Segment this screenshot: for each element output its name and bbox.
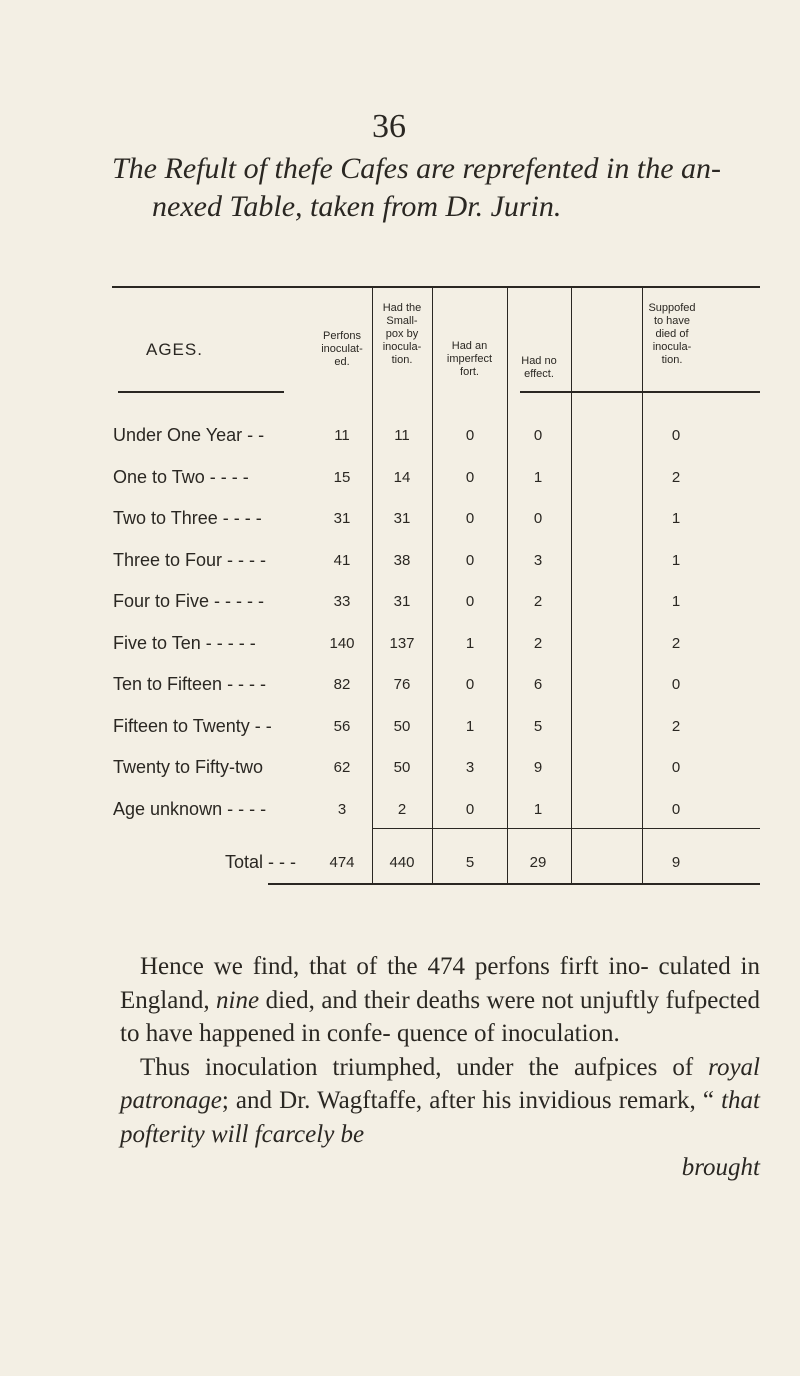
table-bottom-rule [268, 883, 760, 885]
table-cell: 2 [671, 717, 681, 735]
caption-line-2: nexed Table, taken from Dr. Jurin. [152, 190, 562, 223]
table-cell: 0 [465, 510, 475, 527]
total-cell: 9 [671, 854, 681, 871]
table-cell: 15 [333, 468, 351, 486]
total-cell: 29 [529, 854, 547, 871]
table-cell: 1 [533, 800, 543, 818]
total-cell: 440 [389, 854, 415, 871]
table-cell: 0 [671, 676, 681, 693]
header-had-smallpox: Had the Small- pox by inocula- tion. [382, 302, 422, 366]
total-cell: 474 [329, 854, 355, 871]
table-cell: 140 [329, 634, 355, 652]
table-cell: 1 [465, 634, 475, 652]
catchword: brought [681, 1154, 760, 1181]
ages-underline [118, 391, 284, 393]
row-label: Five to Ten - - - - - [113, 632, 256, 653]
table-cell: 0 [465, 427, 475, 444]
table-cell: 41 [333, 551, 351, 569]
total-rule [372, 828, 760, 829]
table-cell: 38 [393, 551, 411, 569]
table-cell: 6 [533, 676, 543, 693]
table-cell: 31 [393, 593, 411, 610]
row-label: Fifteen to Twenty - - [113, 715, 272, 736]
table-cell: 62 [333, 759, 351, 776]
header-underline [520, 391, 760, 393]
paragraph: Thus inoculation triumphed, under the aufpices of royal patronage; and Dr. Wagftaffe, after his invidious remark, “ that pofterity will fcarcely be [120, 1053, 760, 1148]
column-divider [372, 288, 373, 883]
table-cell: 0 [465, 800, 475, 818]
table-cell: 2 [533, 593, 543, 610]
table-cell: 5 [533, 717, 543, 735]
table-cell: 0 [671, 427, 681, 444]
body-text [120, 950, 760, 1185]
table-cell: 56 [333, 717, 351, 735]
row-label: Age unknown - - - - [113, 798, 267, 819]
table-cell: 1 [671, 593, 681, 610]
table-cell: 2 [671, 634, 681, 652]
row-label: Under One Year - - [113, 425, 265, 445]
header-persons-inoculated: Perfons inoculat- ed. [321, 330, 363, 368]
table-cell: 3 [337, 800, 347, 818]
table-cell: 0 [671, 759, 681, 776]
table-cell: 1 [671, 551, 681, 569]
table-cell: 0 [533, 510, 543, 527]
column-divider [571, 288, 572, 883]
table-top-rule [112, 286, 760, 288]
table-cell: 14 [393, 468, 411, 486]
table-cell: 2 [671, 468, 681, 486]
caption-line-1: The Refult of thefe Cafes are reprefented in the an- [112, 152, 722, 185]
header-imperfect: Had an imperfect fort. [446, 340, 493, 378]
table-cell: 31 [393, 510, 411, 527]
row-label: Two to Three - - - - [113, 508, 262, 528]
header-supposed-died: Suppofed to have died of inocula- tion. [648, 302, 696, 366]
table-cell: 0 [465, 551, 475, 569]
table-cell: 3 [465, 759, 475, 776]
table-cell: 11 [334, 427, 350, 444]
table-cell: 2 [533, 634, 543, 652]
table-cell: 50 [393, 759, 411, 776]
page-number: 36 [372, 108, 406, 145]
row-label: Ten to Fifteen - - - - [113, 674, 267, 694]
table-cell: 0 [465, 676, 475, 693]
table-cell: 0 [465, 468, 475, 486]
table-cell: 1 [533, 468, 543, 486]
table-cell: 9 [533, 759, 543, 776]
table-cell: 0 [671, 800, 681, 818]
table-cell: 31 [333, 510, 351, 527]
table-cell: 137 [389, 634, 415, 652]
table-cell: 0 [465, 593, 475, 610]
row-label: Three to Four - - - - [113, 549, 267, 570]
table-caption [112, 150, 752, 226]
header-no-effect: Had no effect. [521, 355, 557, 380]
table-cell: 0 [533, 427, 543, 444]
table-cell: 50 [393, 717, 411, 735]
paragraph: Hence we find, that of the 474 perfons firft ino- culated in England, nine died, and their deaths were not unjuftly fufpected to have happened in confe- quence of inoculation. [120, 953, 760, 1047]
table-cell: 1 [465, 717, 475, 735]
total-cell: 5 [465, 854, 475, 871]
table-cell: 76 [393, 676, 411, 693]
ages-header: AGES. [146, 340, 203, 359]
row-label: Twenty to Fifty-two [113, 757, 264, 777]
table-cell: 11 [394, 427, 410, 444]
table-cell: 82 [333, 676, 351, 693]
column-divider [642, 288, 643, 883]
row-label: One to Two - - - - [113, 466, 249, 487]
total-label: Total - - - [225, 852, 297, 872]
table-cell: 2 [397, 800, 407, 818]
table-cell: 1 [671, 510, 681, 527]
table-cell: 3 [533, 551, 543, 569]
table-cell: 33 [333, 593, 351, 610]
row-label: Four to Five - - - - - [113, 591, 265, 611]
